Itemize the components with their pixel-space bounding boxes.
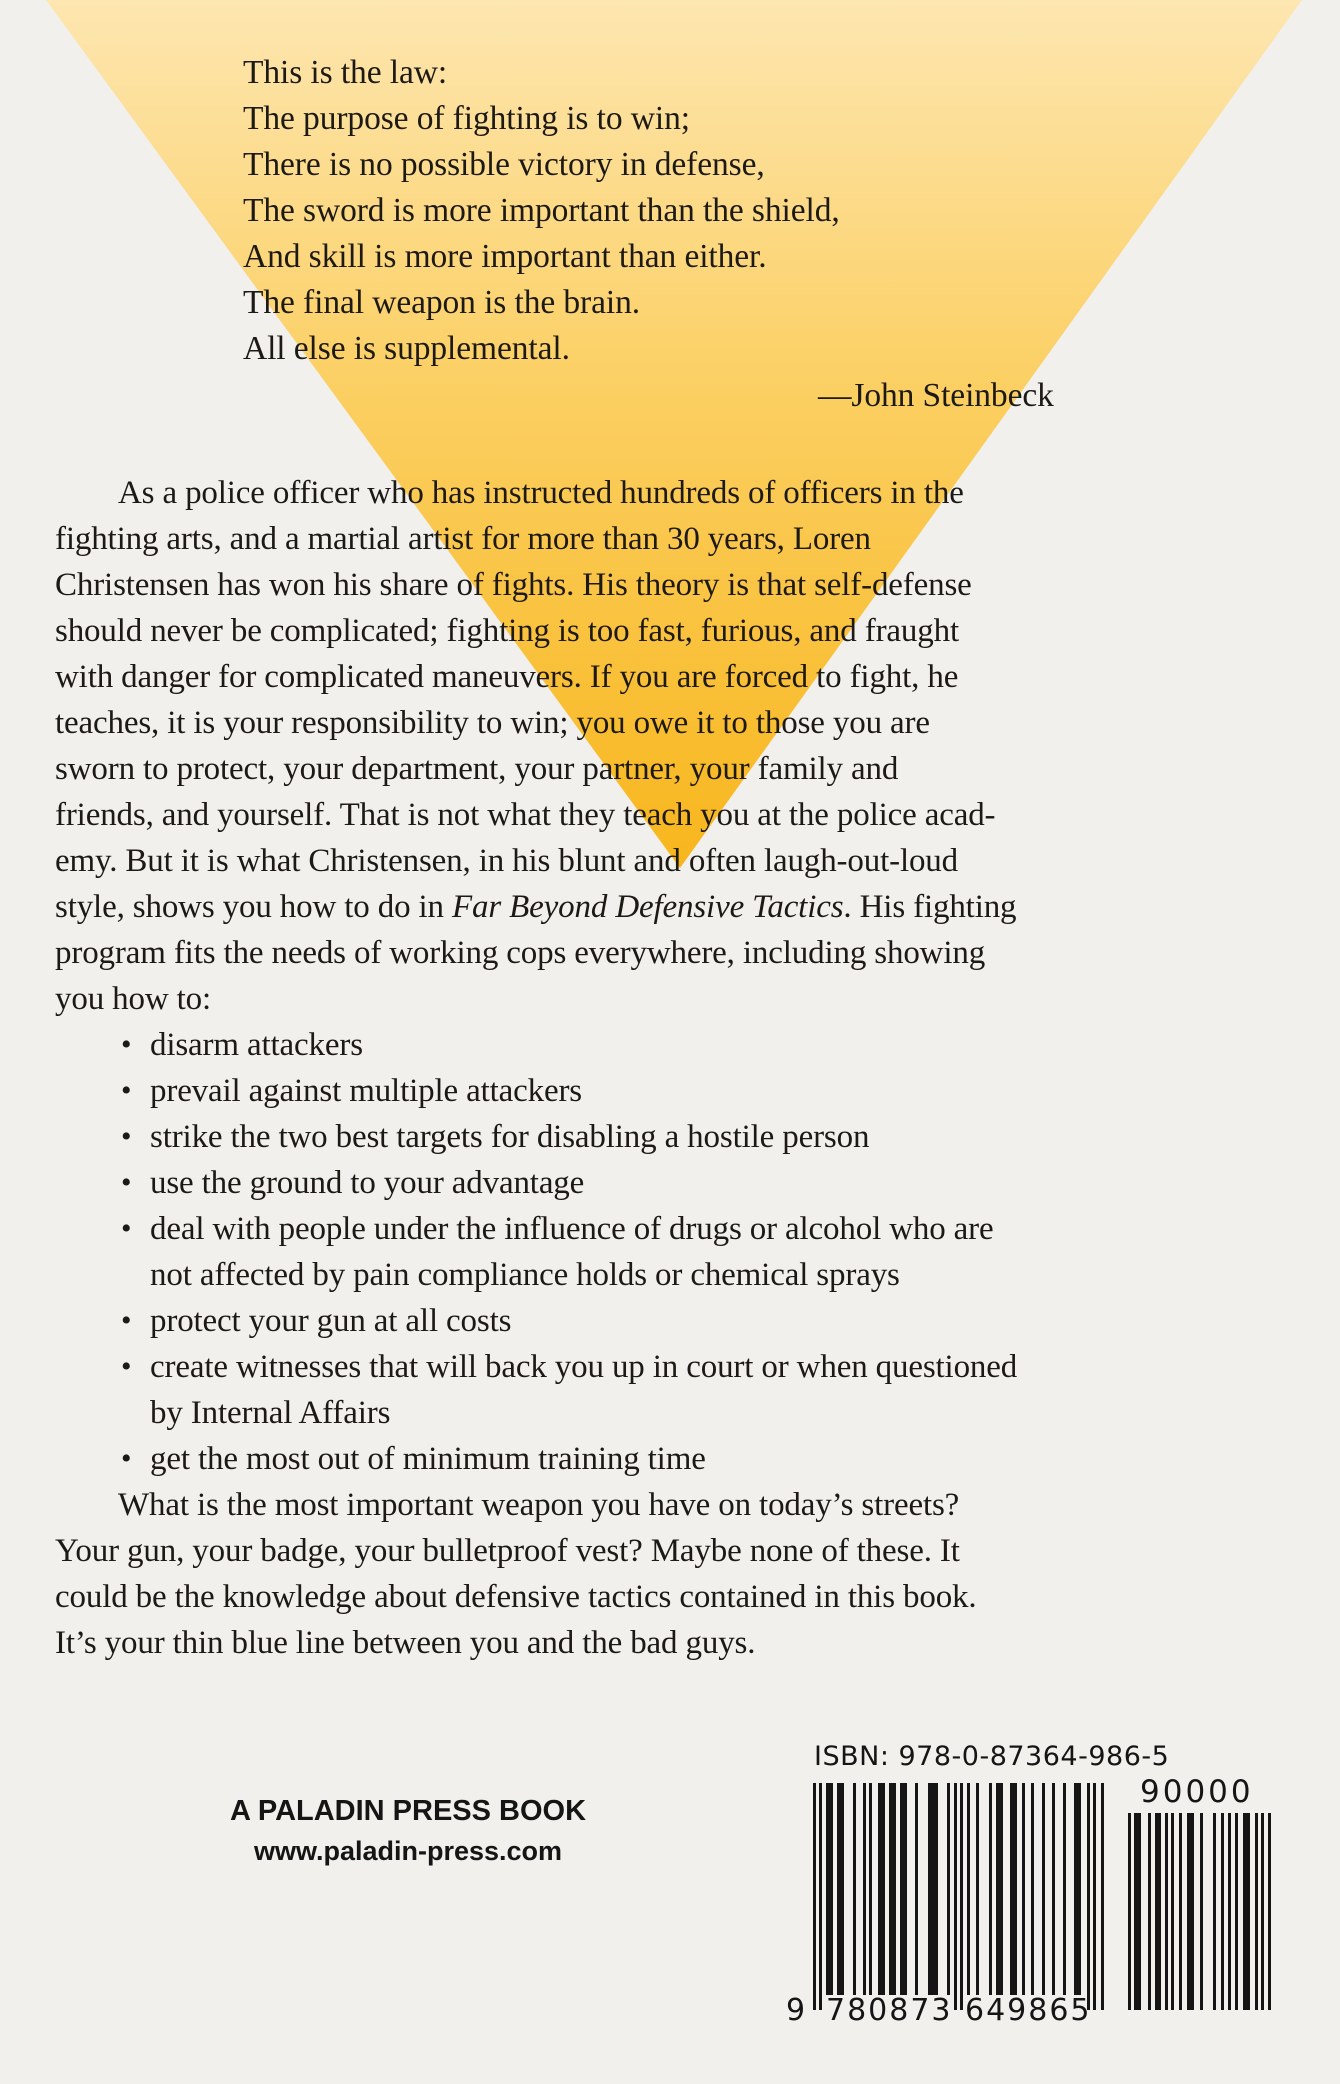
publisher-imprint: A PALADIN PRESS BOOK	[229, 1795, 587, 1827]
barcode-bar	[1042, 1783, 1045, 1995]
barcode-bar	[813, 1783, 816, 2010]
barcode-bar	[900, 1783, 907, 1995]
barcode-bar	[1010, 1783, 1017, 1995]
epigraph-line: There is no possible victory in defense,	[243, 146, 765, 183]
addon-barcode-bar	[1221, 1813, 1224, 2010]
price-addon-digits: 90000	[1140, 1774, 1254, 1810]
addon-barcode-bar	[1268, 1813, 1271, 2010]
barcode-bar	[954, 1783, 957, 2010]
publisher-website: www.paladin-press.com	[253, 1836, 563, 1866]
bullet-item: create witnesses that will back you up in court or when questioned	[150, 1349, 1018, 1385]
barcode-bar	[863, 1783, 866, 1995]
addon-barcode-bar	[1200, 1813, 1203, 2010]
barcode-bar	[947, 1783, 950, 1995]
addon-barcode-bar	[1243, 1813, 1250, 2010]
barcode-bar	[1031, 1783, 1034, 1995]
barcode-left-digits: 780873	[826, 1993, 953, 2028]
bullet-item-continuation: by Internal Affairs	[150, 1395, 391, 1431]
paragraph-line: fighting arts, and a martial artist for more than 30 years, Loren	[55, 521, 871, 557]
paragraph-line: teaches, it is your responsibility to win; you owe it to those you are	[55, 705, 930, 741]
epigraph-line: All else is supplemental.	[243, 330, 570, 367]
addon-barcode-bar	[1228, 1813, 1231, 2010]
paragraph-line: What is the most important weapon you have on today’s streets?	[118, 1487, 960, 1523]
barcode-bar	[869, 1783, 872, 1995]
paragraph-line: Christensen has won his share of fights. His theory is that self-defense	[55, 567, 972, 603]
paragraph-line: emy. But it is what Christensen, in his blunt and often laugh-out-loud	[55, 843, 959, 879]
addon-barcode-bar	[1155, 1813, 1161, 2010]
bullet-icon: •	[121, 1442, 132, 1475]
epigraph-line: The sword is more important than the shield,	[243, 192, 840, 229]
addon-barcode-bar	[1179, 1813, 1182, 2010]
bullet-icon: •	[121, 1074, 132, 1107]
addon-barcode-bar	[1148, 1813, 1151, 2010]
paragraph-line: friends, and yourself. That is not what they teach you at the police acad-	[55, 797, 996, 833]
paragraph-line: It’s your thin blue line between you and the bad guys.	[55, 1625, 756, 1661]
bullet-item: use the ground to your advantage	[150, 1165, 585, 1201]
paragraph-line: should never be complicated; fighting is too fast, furious, and fraught	[55, 613, 959, 649]
epigraph-line: The final weapon is the brain.	[243, 284, 641, 321]
barcode-bar	[967, 1783, 970, 1995]
paragraph-line: could be the knowledge about defensive tactics contained in this book.	[55, 1579, 977, 1615]
epigraph-line: And skill is more important than either.	[243, 238, 767, 275]
addon-barcode-bar	[1171, 1813, 1174, 2010]
bullet-item: strike the two best targets for disabling a hostile person	[150, 1119, 870, 1155]
addon-barcode-bar	[1187, 1813, 1194, 2010]
bullet-item: prevail against multiple attackers	[150, 1073, 582, 1109]
addon-barcode-bar	[1213, 1813, 1216, 2010]
line-text: . His fighting	[843, 889, 1017, 925]
bullet-item: deal with people under the influence of drugs or alcohol who are	[150, 1211, 994, 1247]
bullet-icon: •	[121, 1350, 132, 1383]
barcode-bar	[878, 1783, 885, 1995]
barcode-bar	[889, 1783, 896, 1995]
paragraph-line: Your gun, your badge, your bulletproof vest? Maybe none of these. It	[55, 1533, 960, 1569]
isbn-label: ISBN: 978-0-87364-986-5	[814, 1741, 1170, 1772]
book-title: Far Beyond Defensive Tactics	[452, 889, 844, 925]
barcode-bar	[1052, 1783, 1055, 1995]
barcode-bar	[826, 1783, 833, 1995]
barcode-lead-digit: 9	[786, 1993, 806, 2028]
barcode-bar	[1063, 1783, 1066, 1995]
barcode-bar	[819, 1783, 822, 2010]
bullet-icon: •	[121, 1028, 132, 1061]
addon-barcode-bar	[1128, 1813, 1131, 2010]
bullet-item-continuation: not affected by pain compliance holds or chemical sprays	[150, 1257, 900, 1293]
barcode-bar	[989, 1783, 992, 1995]
barcode-right-digits: 649865	[965, 1993, 1092, 2028]
barcode-bar	[1101, 1783, 1104, 2010]
barcode-bar	[1022, 1783, 1025, 1995]
epigraph-line: The purpose of fighting is to win;	[243, 100, 690, 137]
bullet-item: protect your gun at all costs	[150, 1303, 512, 1339]
bullet-icon: •	[121, 1304, 132, 1337]
barcode-bar	[996, 1783, 1003, 1995]
addon-barcode-bar	[1165, 1813, 1168, 2010]
bullet-item: disarm attackers	[150, 1027, 363, 1063]
addon-barcode-bar	[1235, 1813, 1238, 2010]
paragraph-line: you how to:	[55, 981, 212, 1017]
barcode-bar	[1074, 1783, 1081, 1995]
barcode-bar	[960, 1783, 963, 2010]
bullet-icon: •	[121, 1212, 132, 1245]
line-text: style, shows you how to do in	[55, 889, 453, 925]
bullet-item: get the most out of minimum training time	[150, 1441, 706, 1477]
paragraph-line: As a police officer who has instructed hundreds of officers in the	[118, 475, 964, 511]
bullet-icon: •	[121, 1166, 132, 1199]
bullet-icon: •	[121, 1120, 132, 1153]
addon-barcode-bar	[1134, 1813, 1141, 2010]
epigraph-line: This is the law:	[243, 54, 448, 91]
barcode-bar	[853, 1783, 856, 1995]
paragraph-line: program fits the needs of working cops everywhere, including showing	[55, 935, 986, 971]
addon-barcode-bar	[1255, 1813, 1258, 2010]
addon-barcode-bar	[1261, 1813, 1264, 2010]
barcode-bar	[976, 1783, 979, 1995]
barcode-bar	[928, 1783, 938, 1995]
paragraph-line: sworn to protect, your department, your partner, your family and	[55, 751, 899, 787]
epigraph-attribution: —John Steinbeck	[818, 377, 1054, 414]
barcode-bar	[1087, 1783, 1090, 2010]
barcode-bar	[1093, 1783, 1096, 2010]
barcode-bar	[915, 1783, 918, 1995]
barcode-bar	[837, 1783, 844, 1995]
paragraph-line: with danger for complicated maneuvers. If you are forced to fight, he	[55, 659, 959, 695]
